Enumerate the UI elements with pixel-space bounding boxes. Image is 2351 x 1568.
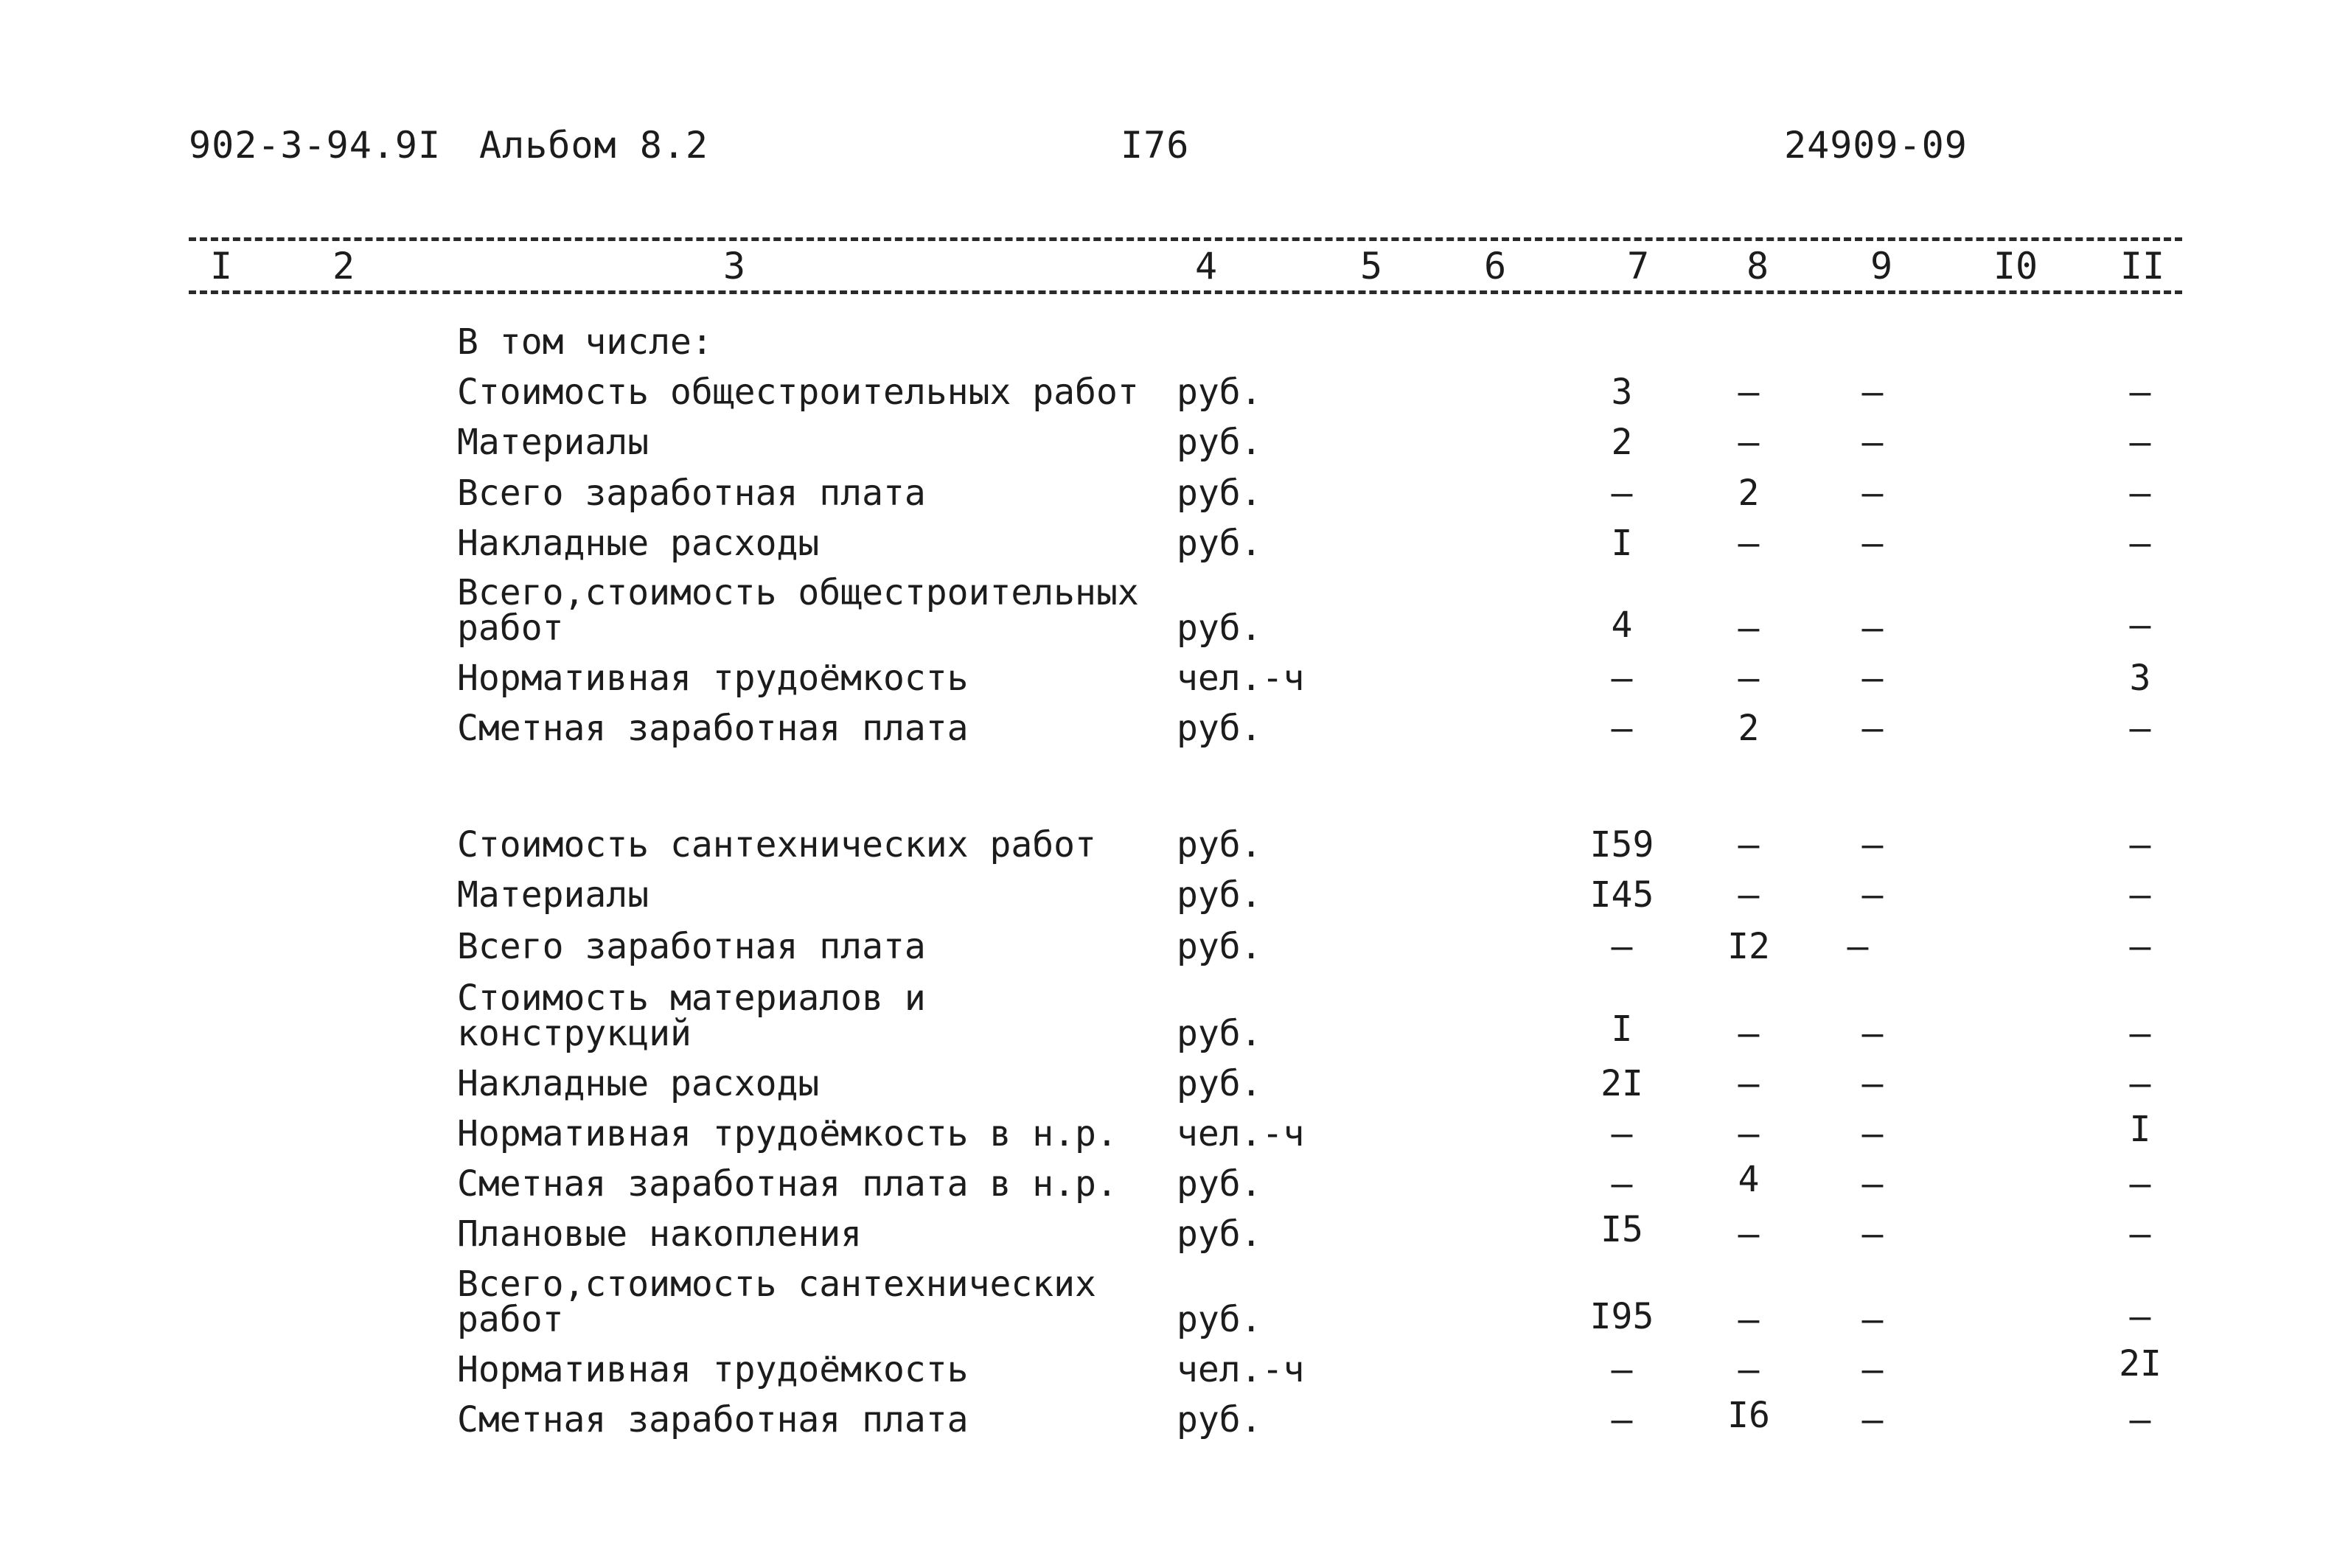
row-unit: руб. — [1177, 926, 1262, 967]
row-unit: руб. — [1177, 824, 1262, 865]
row-unit: руб. — [1177, 523, 1262, 564]
column-number-9: 9 — [1870, 245, 1893, 288]
row-label: Всего заработная плата — [457, 926, 926, 967]
row-col9: – — [1861, 824, 1884, 865]
column-number-7: 7 — [1626, 245, 1650, 288]
row-label: Сметная заработная плата — [457, 1399, 969, 1440]
row-col8: – — [1738, 372, 1760, 413]
album-label: Альбом 8.2 — [479, 124, 709, 167]
row-unit: чел.-ч — [1177, 658, 1305, 699]
row-label: Сметная заработная плата в н.р. — [457, 1163, 1118, 1205]
row-unit: руб. — [1177, 708, 1262, 749]
row-col11: – — [2129, 874, 2151, 916]
row-col8: 2 — [1738, 473, 1760, 514]
column-number-6: 6 — [1483, 245, 1507, 288]
row-col8: 2 — [1738, 708, 1760, 749]
row-col9: – — [1861, 708, 1884, 749]
row-col11: – — [2129, 372, 2151, 413]
page-number: I76 — [1121, 124, 1190, 167]
row-col9: – — [1861, 1399, 1884, 1440]
row-col7: – — [1611, 1349, 1633, 1390]
row-col9: – — [1847, 926, 1869, 967]
row-unit: чел.-ч — [1177, 1113, 1305, 1154]
row-col8: I6 — [1727, 1395, 1770, 1436]
row-unit: руб. — [1177, 1163, 1262, 1205]
row-unit: руб. — [1177, 422, 1262, 463]
column-header-top-rule — [189, 237, 2182, 241]
row-label: Нормативная трудоёмкость — [457, 1349, 969, 1390]
column-number-4: 4 — [1194, 245, 1218, 288]
column-number-2: 2 — [332, 245, 355, 288]
row-col7: 2 — [1611, 422, 1633, 463]
row-col7: – — [1611, 1399, 1633, 1440]
row-col11: – — [2129, 1163, 2151, 1205]
row-col7: I — [1611, 523, 1633, 564]
row-col9: – — [1861, 1349, 1884, 1390]
row-col7: I59 — [1589, 824, 1654, 865]
row-label: Всего,стоимость сантехнических работ — [457, 1264, 1096, 1340]
row-col8: 4 — [1738, 1159, 1760, 1200]
row-col9: – — [1861, 874, 1884, 916]
row-col8: – — [1738, 1013, 1760, 1054]
row-unit: руб. — [1177, 473, 1262, 514]
row-label: Плановые накопления — [457, 1213, 863, 1255]
row-col11: 2I — [2119, 1343, 2162, 1384]
row-col9: – — [1861, 473, 1884, 514]
column-number-8: 8 — [1746, 245, 1769, 288]
row-col8: – — [1738, 607, 1760, 649]
row-label: Стоимость общестроительных работ — [457, 372, 1139, 413]
row-col8: – — [1738, 1213, 1760, 1255]
row-col11: – — [2129, 604, 2151, 646]
row-col7: – — [1611, 658, 1633, 699]
row-col7: – — [1611, 1113, 1633, 1154]
column-number-3: 3 — [722, 245, 746, 288]
row-col11: – — [2129, 824, 2151, 865]
row-col8: – — [1738, 1063, 1760, 1104]
row-col11: – — [2129, 1213, 2151, 1255]
row-col11: – — [2129, 708, 2151, 749]
row-col11: – — [2129, 1013, 2151, 1054]
row-col11: I — [2129, 1109, 2151, 1150]
column-number-11: II — [2120, 245, 2165, 288]
row-label: Нормативная трудоёмкость — [457, 658, 969, 699]
row-col9: – — [1861, 1213, 1884, 1255]
row-col7: 3 — [1611, 372, 1633, 413]
row-unit: руб. — [1177, 874, 1262, 916]
row-unit: чел.-ч — [1177, 1349, 1305, 1390]
project-number: 24909-09 — [1784, 124, 1968, 167]
row-col11: – — [2129, 473, 2151, 514]
row-unit: руб. — [1177, 1299, 1262, 1340]
row-label: Материалы — [457, 422, 649, 463]
row-col11: – — [2129, 926, 2151, 967]
row-unit: руб. — [1177, 607, 1262, 649]
row-col7: 2I — [1601, 1063, 1643, 1104]
column-header-bottom-rule — [189, 290, 2182, 294]
row-col9: – — [1861, 1163, 1884, 1205]
row-col8: – — [1738, 874, 1760, 916]
row-col9: – — [1861, 523, 1884, 564]
row-unit: руб. — [1177, 1013, 1262, 1054]
row-col7: – — [1611, 708, 1633, 749]
row-col9: – — [1861, 372, 1884, 413]
row-label: Всего заработная плата — [457, 473, 926, 514]
row-label: Материалы — [457, 874, 649, 916]
row-col9: – — [1861, 1063, 1884, 1104]
row-unit: руб. — [1177, 1063, 1262, 1104]
section-title: В том числе: — [457, 321, 713, 363]
column-number-10: I0 — [1993, 245, 2038, 288]
row-col8: I2 — [1727, 926, 1770, 967]
row-col11: – — [2129, 523, 2151, 564]
row-col9: – — [1861, 1013, 1884, 1054]
row-label: Всего,стоимость общестроительных работ — [457, 572, 1139, 649]
row-col11: 3 — [2129, 658, 2151, 699]
row-col8: – — [1738, 658, 1760, 699]
row-col11: – — [2129, 422, 2151, 463]
row-col8: – — [1738, 422, 1760, 463]
row-col7: – — [1611, 1163, 1633, 1205]
row-col11: – — [2129, 1063, 2151, 1104]
row-unit: руб. — [1177, 1399, 1262, 1440]
row-col7: – — [1611, 473, 1633, 514]
row-label: Стоимость сантехнических работ — [457, 824, 1096, 865]
row-col8: – — [1738, 1113, 1760, 1154]
doc-code: 902-3-94.9I — [189, 124, 442, 167]
row-col7: I95 — [1589, 1296, 1654, 1337]
row-col7: I5 — [1601, 1209, 1643, 1250]
row-col7: I — [1611, 1008, 1633, 1050]
row-unit: руб. — [1177, 372, 1262, 413]
row-col11: – — [2129, 1399, 2151, 1440]
row-unit: руб. — [1177, 1213, 1262, 1255]
column-number-5: 5 — [1359, 245, 1383, 288]
row-label: Стоимость материалов и конструкций — [457, 978, 926, 1054]
row-label: Сметная заработная плата — [457, 708, 969, 749]
row-col7: 4 — [1611, 604, 1633, 646]
row-col8: – — [1738, 1299, 1760, 1340]
row-col7: I45 — [1589, 874, 1654, 916]
row-col9: – — [1861, 607, 1884, 649]
row-label: Накладные расходы — [457, 523, 820, 564]
row-col9: – — [1861, 1299, 1884, 1340]
row-col9: – — [1861, 658, 1884, 699]
row-col9: – — [1861, 422, 1884, 463]
column-number-1: I — [209, 245, 233, 288]
row-col11: – — [2129, 1296, 2151, 1337]
row-col8: – — [1738, 824, 1760, 865]
row-col8: – — [1738, 523, 1760, 564]
row-col7: – — [1611, 926, 1633, 967]
row-col9: – — [1861, 1113, 1884, 1154]
row-col8: – — [1738, 1349, 1760, 1390]
row-label: Нормативная трудоёмкость в н.р. — [457, 1113, 1118, 1154]
row-label: Накладные расходы — [457, 1063, 820, 1104]
